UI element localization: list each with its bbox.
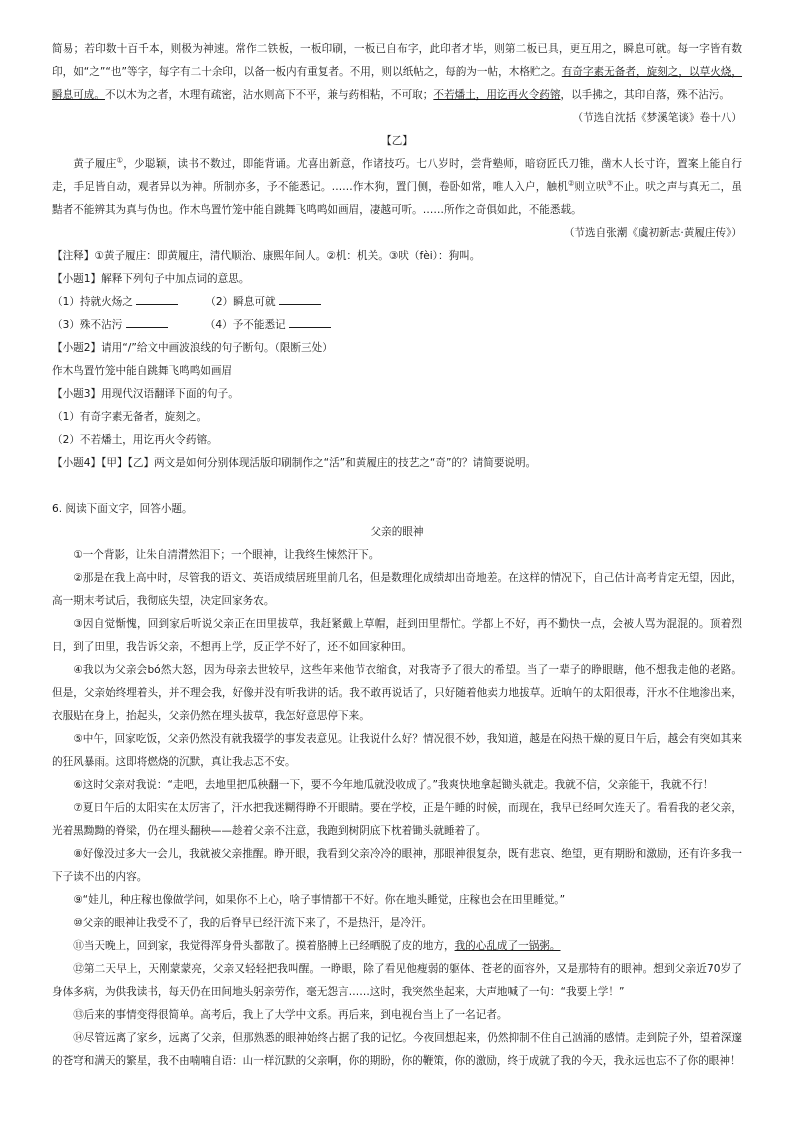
answer-blank[interactable]	[289, 317, 331, 328]
footnote-mark: ①	[116, 156, 124, 165]
question-1-row-b	[52, 314, 742, 337]
essay-paragraph: ①一个背影，让朱自清潸然泪下；一个眼神，让我终生悚然汗下。	[73, 549, 380, 561]
question-2-title: 【小题2】请用“/”给文中画波浪线的句子断句。（限断三处）	[52, 342, 333, 354]
question-3-item-2: （2）不若燔土，用讫再火令药镕。	[52, 434, 218, 446]
spacer	[52, 475, 742, 498]
answer-blank[interactable]	[136, 294, 178, 305]
yi-paragraph	[52, 153, 742, 222]
text: 殊不沾污。	[677, 89, 730, 101]
underlined-sentence: 有奇字素无备者，旋刻之，以草火烧，瞬息可成。	[52, 66, 743, 101]
underlined-sentence: 我的心乱成了一锅粥。	[454, 940, 561, 952]
text: 简易；若印数十百千本，则极为神速。常作二铁板，一板印刷，一板已自布字，此印者才毕，则第二板已具，更互用之，瞬息可	[52, 43, 656, 55]
yi-title: 【乙】	[381, 135, 413, 147]
jia-paragraph	[52, 38, 742, 107]
text: ⑪当天晚上，回到家，我觉得浑身骨头都散了。摸着胳膊上已经晒脱了皮的地方，	[73, 940, 455, 952]
essay-paragraph: ③因自觉惭愧，回到家后听说父亲正在田里拔草，我赶紧戴上草帽，赶到田里帮忙。学都上不好，再不勤快一点，会被人骂为混混的。顶着烈日，到了田里，我告诉父亲，不想再上学，反正学不好了，还不如回家种田。	[52, 618, 742, 653]
question-item: （4）予不能悉记	[204, 319, 286, 331]
question-3-title: 【小题3】用现代汉语翻译下面的句子。	[52, 388, 239, 400]
question-1-title: 【小题1】解释下列句子中加点词的意思。	[52, 273, 250, 285]
question-item: （1）持就火炀之	[52, 296, 133, 308]
essay-paragraph: ⑫第二天早上，天刚蒙蒙亮，父亲又轻轻把我叫醒。一睁眼，除了看见他瘦弱的躯体、苍老的面容外，又是那特有的眼神。想到父亲近70岁了身体多病，为供我读书，每天仍在田间地头躬亲劳作，毫无怨言……这时，我突然坐起来，大声地喊了一句：“我要上学！”	[52, 963, 742, 998]
dotted-word: 就	[655, 43, 667, 55]
text: 不以木为之者，木理有疏密，沾水则高下不平，兼与药相粘，不可取；	[104, 89, 434, 101]
text: ，以手拂之，其印自落，	[560, 89, 678, 101]
text: ，少聪颖，读书不数过，即能背诵。尤喜出新意，作诸技巧。七八岁时，尝背塾师，暗窃匠氏刀锥，凿木人长寸许，置案上能自行走，手足皆自动，观者异以为神。所制亦多，予不能悉记。……作木狗，置门侧，卷卧如常，唯人入户，触机	[52, 158, 743, 193]
text: 黄子履庄	[73, 158, 117, 170]
footnote-mark: ③	[606, 179, 614, 188]
annotation: 【注释】①黄子履庄：即黄履庄，清代顺治、康熙年间人。②机：机关。③吠（fèi）：狗叫。	[52, 250, 481, 262]
question-item: （2）瞬息可就	[205, 296, 276, 308]
essay-paragraph: ⑭尽管远离了家乡，远离了父亲，但那熟悉的眼神始终占据了我的记忆。今夜回想起来，仍然抑制不住自己汹涌的感情。走到院子外，望着深邃的苍穹和满天的繁星，我不由喃喃自语：山一样沉默的父亲啊，你的期盼，你的鞭策，你的激励，终于成就了我的今天，我永远也忘不了你的眼神！	[52, 1032, 742, 1067]
essay-paragraph	[52, 935, 742, 958]
essay-paragraph: ⑧好像没过多大一会儿，我就被父亲推醒。睁开眼，我看到父亲冷冷的眼神，那眼神很复杂，既有悲哀、绝望，更有期盼和激励，还有许多我一下子读不出的内容。	[52, 848, 742, 883]
text: 。每一字皆有数印，如“之”“也”等字，每字有二十余印，以备一板内有重复者。不用，则以纸帖之，每韵为一帖，木格贮之。	[52, 43, 743, 78]
yi-source: （节选自张潮《虞初新志·黄履庄传》）	[563, 227, 742, 239]
essay-paragraph: ④我以为父亲会bó然大怒，因为母亲去世较早，这些年来他节衣缩食，对我寄予了很大的希望。当了一辈子的睁眼瞎，他不想我走他的老路。但是，父亲始终埋着头，并不理会我，好像并没有听我讲的话。我不敢再说话了，只好随着他卖力地拔草。近晌午的太阳很毒，汗水不住地渗出来，衣服贴在身上，抬起头，父亲仍然在埋头拔草，我怎好意思停下来。	[52, 664, 742, 722]
essay-paragraph: ⑥这时父亲对我说：“走吧，去地里把瓜秧翻一下，要不今年地瓜就没收成了。”我爽快地拿起锄头就走。我就不信，父亲能干，我就不行！	[73, 779, 714, 791]
question-1-row-a	[52, 291, 742, 314]
underlined-sentence: 不若燔土，用讫再火令药镕	[433, 89, 561, 101]
question-4-title: 【小题4】【甲】【乙】两文是如何分别体现活版印刷制作之“活”和黄履庄的技艺之“奇”的？请简要说明。	[52, 457, 537, 469]
essay-title: 父亲的眼神	[370, 526, 424, 538]
footnote-mark: ②	[567, 179, 575, 188]
question-2-sentence: 作木鸟置竹笼中能自跳舞飞鸣鸣如画眉	[52, 365, 233, 377]
essay-paragraph: ⑨“娃儿，种庄稼也像做学问，如果你不上心，啥子事情都干不好。你在地头睡觉，庄稼也会在田里睡觉。”	[73, 894, 566, 906]
essay-paragraph: ⑤中午，回家吃饭，父亲仍然没有就我辍学的事发表意见。让我说什么好？情况很不妙，我知道，越是在闷热干燥的夏日午后，越会有突如其来的狂风暴雨。这即将燃烧的沉默，真让我忐忑不安。	[52, 733, 742, 768]
answer-blank[interactable]	[126, 317, 168, 328]
essay-paragraph: ②那是在我上高中时，尽管我的语文、英语成绩居班里前几名，但是数理化成绩却出奇地差。在这样的情况下，自己估计高考肯定无望，因此，高一期末考试后，我彻底失望，决定回家务农。	[52, 572, 742, 607]
text: 不止。吠之声与真无二，虽黠者不能辨其为真与伪也。作木鸟置竹笼中能自跳舞飞鸣鸣如画眉，凄越可听。……所作之奇俱如此，不能悉载。	[52, 181, 743, 216]
text: 则立吠	[574, 181, 607, 193]
answer-blank[interactable]	[279, 294, 321, 305]
question-item: （3）殊不沾污	[52, 319, 123, 331]
question-6-title: 6. 阅读下面文字，回答小题。	[52, 503, 193, 515]
document-page	[52, 38, 742, 1073]
jia-source: （节选自沈括《梦溪笔谈》卷十八）	[572, 112, 742, 124]
essay-paragraph: ⑬后来的事情变得很简单。高考后，我上了大学中文系。再后来，到电视台当上了一名记者。	[73, 1009, 508, 1021]
essay-paragraph: ⑦夏日午后的太阳实在太厉害了，汗水把我迷糊得睁不开眼睛。要在学校，正是午睡的时候，而现在，我早已经呵欠连天了。看看我的老父亲，光着黑黝黝的脊梁，仍在埋头翻秧——趁着父亲不注意，我跑到树阴底下枕着锄头就睡着了。	[52, 802, 742, 837]
essay-paragraph: ⑩父亲的眼神让我受不了，我的后脊早已经汗流下来了，不是热汗，是冷汗。	[73, 917, 433, 929]
question-3-item-1: （1）有奇字素无备者，旋刻之。	[52, 411, 208, 423]
